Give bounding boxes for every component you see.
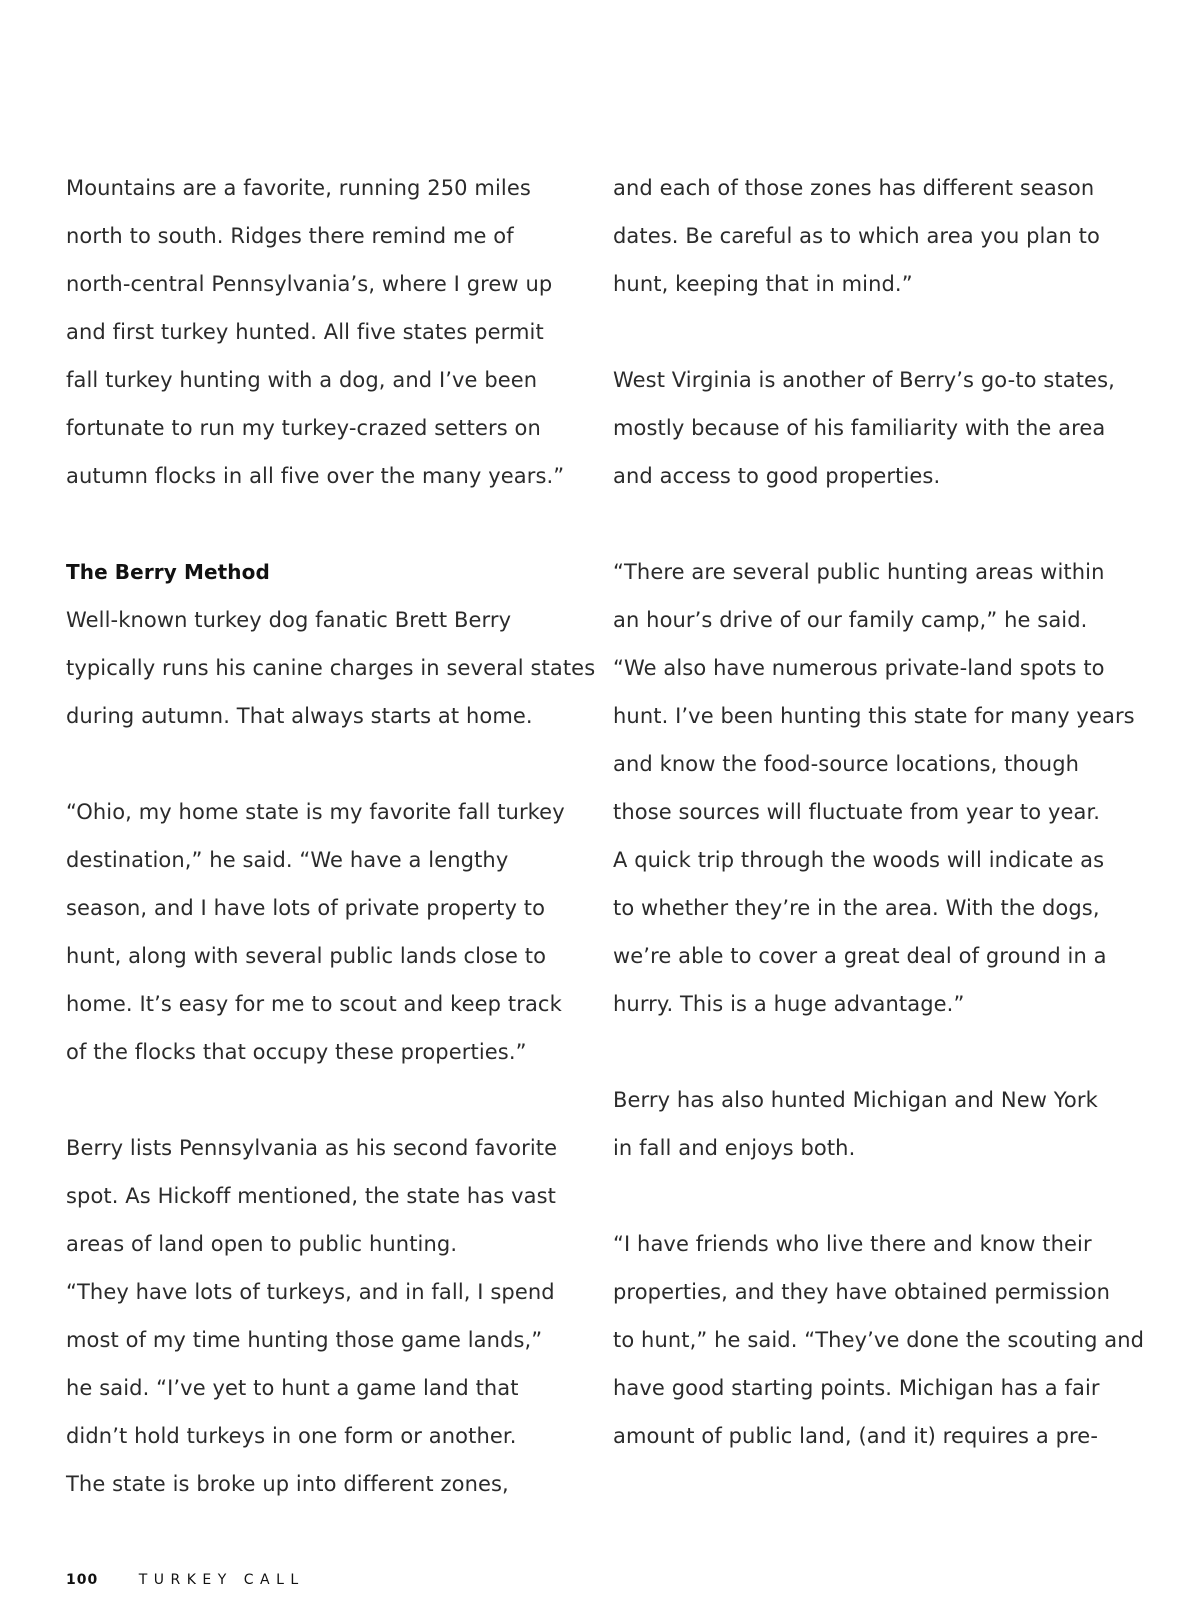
text-line: during autumn. That always starts at home. bbox=[66, 704, 533, 728]
paragraph bbox=[66, 1124, 576, 1508]
text-line: “We also have numerous private-land spots to bbox=[613, 656, 1105, 680]
text-line: to whether they’re in the area. With the dogs, bbox=[613, 896, 1100, 920]
text-line: to hunt,” he said. “They’ve done the scouting and bbox=[613, 1328, 1145, 1352]
text-line: and first turkey hunted. All five states permit bbox=[66, 320, 544, 344]
paragraph bbox=[613, 548, 1133, 1028]
text-line: dates. Be careful as to which area you plan to bbox=[613, 224, 1100, 248]
paragraph bbox=[613, 164, 1133, 308]
paragraph-gap bbox=[613, 500, 1133, 548]
text-line: West Virginia is another of Berry’s go-to states, bbox=[613, 368, 1115, 392]
paragraph-gap bbox=[66, 1076, 576, 1124]
text-line: most of my time hunting those game lands,” bbox=[66, 1328, 543, 1352]
paragraph bbox=[613, 1220, 1145, 1460]
text-line: autumn flocks in all five over the many years.” bbox=[66, 464, 565, 488]
paragraph-gap bbox=[66, 500, 576, 548]
text-line: spot. As Hickoff mentioned, the state has vast bbox=[66, 1184, 556, 1208]
text-line: those sources will fluctuate from year to year. bbox=[613, 800, 1101, 824]
text-line: “There are several public hunting areas within bbox=[613, 560, 1105, 584]
text-line: an hour’s drive of our family camp,” he said. bbox=[613, 608, 1088, 632]
text-line: in fall and enjoys both. bbox=[613, 1136, 856, 1160]
text-line: Well-known turkey dog fanatic Brett Berry bbox=[66, 608, 512, 632]
text-line: and access to good properties. bbox=[613, 464, 941, 488]
text-line: and each of those zones has different season bbox=[613, 176, 1095, 200]
text-line: typically runs his canine charges in several states bbox=[66, 656, 596, 680]
text-line: “Ohio, my home state is my favorite fall turkey bbox=[66, 800, 565, 824]
text-line: “I have friends who live there and know their bbox=[613, 1232, 1092, 1256]
text-line: and know the food-source locations, though bbox=[613, 752, 1080, 776]
text-line: season, and I have lots of private property to bbox=[66, 896, 546, 920]
text-line: properties, and they have obtained permission bbox=[613, 1280, 1110, 1304]
paragraph bbox=[66, 164, 576, 500]
text-line: fall turkey hunting with a dog, and I’ve been bbox=[66, 368, 538, 392]
section-heading: The Berry Method bbox=[66, 560, 270, 584]
text-line: north to south. Ridges there remind me of bbox=[66, 224, 514, 248]
paragraph-gap bbox=[613, 1172, 1133, 1220]
paragraph bbox=[66, 596, 596, 740]
right-column bbox=[613, 164, 1145, 1460]
text-line: destination,” he said. “We have a lengthy bbox=[66, 848, 509, 872]
text-line: Berry has also hunted Michigan and New York bbox=[613, 1088, 1098, 1112]
text-line: A quick trip through the woods will indicate as bbox=[613, 848, 1105, 872]
text-line: hunt, along with several public lands close to bbox=[66, 944, 547, 968]
paragraph-gap bbox=[66, 740, 576, 788]
text-line: Berry lists Pennsylvania as his second favorite bbox=[66, 1136, 558, 1160]
text-line: amount of public land, (and it) requires a pre- bbox=[613, 1424, 1099, 1448]
paragraph-gap bbox=[613, 1028, 1133, 1076]
text-line: hurry. This is a huge advantage.” bbox=[613, 992, 965, 1016]
paragraph bbox=[613, 356, 1133, 500]
text-line: Mountains are a favorite, running 250 miles bbox=[66, 176, 531, 200]
paragraph bbox=[613, 1076, 1133, 1172]
text-line: The state is broke up into different zones, bbox=[66, 1472, 509, 1496]
page-number: 100 bbox=[66, 1572, 99, 1588]
left-column bbox=[66, 164, 596, 1508]
magazine-name: TURKEY CALL bbox=[138, 1572, 305, 1588]
text-line: hunt. I’ve been hunting this state for many years bbox=[613, 704, 1135, 728]
paragraph-gap bbox=[613, 308, 1133, 356]
text-line: areas of land open to public hunting. bbox=[66, 1232, 458, 1256]
text-line: of the flocks that occupy these properties.” bbox=[66, 1040, 527, 1064]
text-line: home. It’s easy for me to scout and keep track bbox=[66, 992, 562, 1016]
page-footer bbox=[66, 1570, 305, 1590]
text-line: hunt, keeping that in mind.” bbox=[613, 272, 913, 296]
paragraph bbox=[66, 788, 576, 1076]
text-line: “They have lots of turkeys, and in fall, I spend bbox=[66, 1280, 555, 1304]
text-line: fortunate to run my turkey-crazed setters on bbox=[66, 416, 541, 440]
text-line: he said. “I’ve yet to hunt a game land that bbox=[66, 1376, 519, 1400]
text-line: have good starting points. Michigan has a fair bbox=[613, 1376, 1100, 1400]
text-line: we’re able to cover a great deal of ground in a bbox=[613, 944, 1107, 968]
text-line: north-central Pennsylvania’s, where I grew up bbox=[66, 272, 553, 296]
text-line: didn’t hold turkeys in one form or another. bbox=[66, 1424, 517, 1448]
text-line: mostly because of his familiarity with the area bbox=[613, 416, 1106, 440]
